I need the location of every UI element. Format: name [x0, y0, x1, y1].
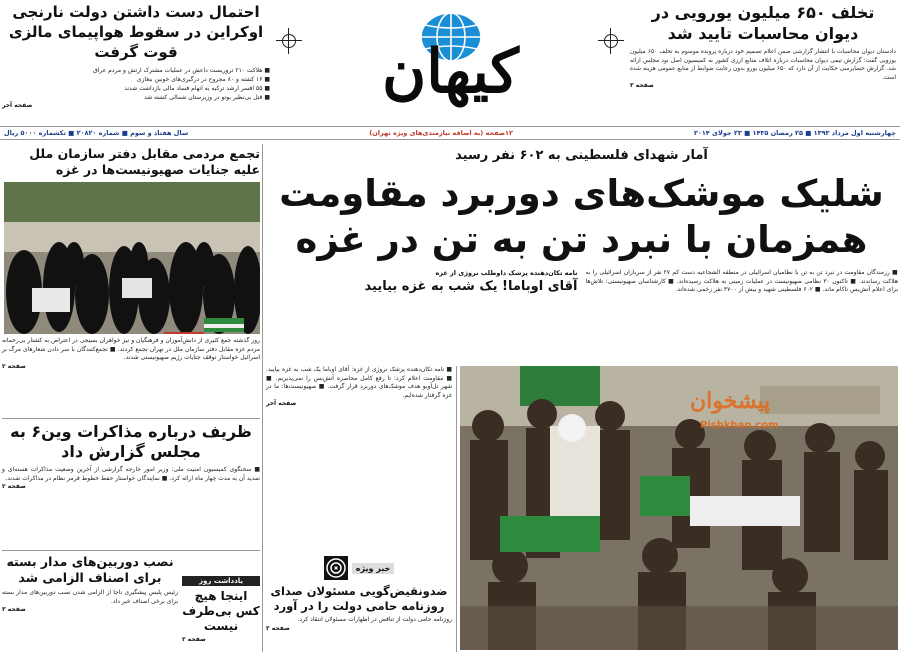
zarif-story [2, 422, 260, 546]
special-story [266, 556, 452, 650]
protest-ref[interactable]: صفحه ۲ [2, 362, 26, 370]
divider-zarif [2, 418, 260, 419]
special-body: روزنامه حامی دولت از تناقض در اظهارات مسئولان انتقاد کرد. [297, 616, 452, 623]
zarif-headline[interactable]: ظریف درباره مذاکرات وین۶ به مجلس گزارش داد [10, 422, 252, 461]
date-line: چهارشنبه اول مرداد ۱۳۹۳ ■ ۲۵ رمضان ۱۴۳۵ ■ ۲۳ جولای ۲۰۱۴ [693, 129, 896, 137]
logo-text: کیهان [382, 37, 519, 107]
lead-ref[interactable]: صفحه آخر [266, 400, 297, 408]
note-box [182, 576, 260, 650]
zarif-body: ■ سخنگوی کمیسیون امنیت ملی: وزیر امور خارجه گزارشی از آخرین وضعیت مذاکرات هسته‌ای و تمدید آن به مدت چهار ماه ارائه کرد. ■ نمایندگان خواستار حفظ خطوط قرمز نظام در مذاکرات شدند. [2, 466, 260, 482]
cameras-body: رئیس پلیس پیشگیری ناجا از الزامی شدن نصب دوربین‌های مدار بسته برای برخی اصناف خبر داد. [2, 589, 178, 605]
lead-body-col1: ■ رزمندگان مقاومت در نبرد تن به تن با نظامیان اسرائیلی در منطقه الشجاعیه دست کم ۲۷ نفر از سربازان اسرائیلی را به هلاکت رساندند. ■ تاکنون ۳۰ نظامی صهیونیست در عملیات زمینی به هلاکت رسیده‌اند. ■ کارشناسان صهیونیستی: تلاش‌ها برای اعلام آتش‌بس ناکام ماند. ■ ۶۰۲ فلسطینی شهید و بیش از ۳۷۰۰ نفر زخمی شده‌اند. [585, 269, 899, 294]
top-right-headline[interactable]: تخلف ۶۵۰ میلیون یورویی در دیوان محاسبات تایید شد [651, 3, 875, 43]
divider-vertical-left [262, 144, 263, 652]
special-label: خبر ویژه [352, 563, 394, 574]
pages-line: ۱۲صفحه (به اضافه نیازمندی‌های ویژه تهران) [369, 129, 513, 137]
top-right-box [630, 2, 896, 122]
registration-mark-right [598, 28, 624, 54]
lead-body-col2-text: ■ نامه تکان‌دهنده پزشک نروژی از غزه: آقای اوباما یک شب به غزه بیایید. ■ مقاومت اعلام کرد: تا رفع کامل محاصره آتش‌بس را نمی‌پذیریم. ■ شهر تل‌آویو هدف موشک‌های دوربرد قرار گرفت. ■ صهیونیست‌ها: ما در غزه گرفتار شده‌ایم. [266, 366, 452, 399]
protest-photo [4, 182, 260, 334]
watermark-site: Pishkhan.com [700, 420, 779, 431]
watermark-mark: پیشخوان [690, 388, 771, 414]
issue-line: سال هفتاد و سوم ■ شماره ۲۰۸۲۰ ■ تکشماره ۵۰۰۰ ریال [4, 129, 189, 137]
zarif-ref[interactable]: صفحه ۲ [2, 483, 26, 491]
letter-kicker: نامه تکان‌دهنده پزشک داوطلب نروژی از غزه [435, 269, 578, 277]
top-left-bullet-2: ■ ۱۶ کشته و ۸۰ مجروح در درگیری‌های خونین بنغازی [136, 76, 270, 83]
letter-headline[interactable]: آقای اوباما! یک شب به غزه بیایید [364, 279, 578, 294]
lead-body-col2 [266, 366, 452, 552]
gaza-funeral-image [460, 366, 898, 650]
note-ref[interactable]: صفحه ۲ [182, 636, 206, 643]
spiral-icon [324, 556, 348, 580]
special-ref[interactable]: صفحه ۲ [266, 624, 290, 632]
top-left-ref[interactable]: صفحه آخر [2, 102, 33, 109]
note-headline[interactable]: اینجا هیچ کس بی‌طرف نیست [182, 589, 260, 633]
cameras-headline[interactable]: نصب دوربین‌های مدار بسته برای اصناف الزامی شد [6, 554, 174, 585]
top-left-bullet-1: ■ هلاکت ۲۱۰ تروریست داعش در عملیات مشترک ارتش و مردم عراق [93, 67, 270, 74]
top-left-box [2, 2, 270, 122]
gaza-photo [460, 366, 898, 650]
protest-headline[interactable]: تجمع مردمی مقابل دفتر سازمان ملل علیه جنایات صهیونیست‌ها در غزه [29, 146, 260, 177]
date-bar [0, 126, 900, 140]
note-label: یادداشت روز [182, 576, 260, 586]
cameras-ref[interactable]: صفحه ۳ [2, 606, 26, 614]
lead-kicker: آمار شهدای فلسطینی به ۶۰۲ نفر رسید [455, 148, 708, 163]
lead-headline-line1[interactable]: شلیک موشک‌های دوربرد مقاومت [279, 172, 884, 215]
top-right-ref[interactable]: صفحه ۳ [630, 82, 654, 90]
top-left-bullet-4: ■ قتل بی‌نظیر بوتو در وزیرستان شمالی کشته شد [143, 94, 270, 101]
divider-cameras [2, 550, 260, 551]
protest-story [2, 146, 260, 416]
masthead-logo [318, 4, 583, 120]
lead-headline-line2[interactable]: همزمان با نبرد تن به تن در غزه [295, 218, 868, 261]
registration-mark-left [276, 28, 302, 54]
divider-vertical-photo [456, 366, 457, 652]
lead-story [265, 144, 898, 366]
top-left-headline[interactable]: احتمال دست داشتن دولت نارنجی اوکراین در سقوط هواپیمای مالزی قوت گرفت [8, 3, 264, 61]
cameras-story [2, 554, 178, 650]
protest-crowd-image [4, 182, 260, 334]
top-left-bullet-3: ■ ۵۵ افسر ارشد ترکیه به اتهام فساد مالی بازداشت شدند [124, 85, 270, 92]
top-right-body: دادستان دیوان محاسبات با انتشار گزارشی ضمن اعلام تصمیم خود درباره پرونده موسوم به تخلف ۶۵۰ میلیون یورویی گفت: گزارش تیمی دیوان محاسبات درباره اتلاف منابع ارزی کشور به کمیسیون اصل نود مجلس ارائه شد. گزارش حسابرسی حکایت از آن دارد که ۶۵۰ میلیون یورو بدون رعایت ضوابط از منابع عمومی هزینه شده است. [630, 49, 896, 81]
protest-body: روز گذشته جمع کثیری از دانش‌آموزان و فرهنگیان و نیز خواهران بسیجی در اعتراض به کشتار بی‌رحمانه مردم غزه مقابل دفتر سازمان ملل در تهران تجمع کردند. ■ تجمع‌کنندگان با سر دادن شعارهای مرگ بر اسرائیل خواستار توقف جنایات رژیم صهیونیستی شدند. [2, 337, 260, 362]
special-headline[interactable]: ضدونقیض‌گویی مسئولان صدای روزنامه حامی دولت را در آورد [270, 584, 448, 613]
